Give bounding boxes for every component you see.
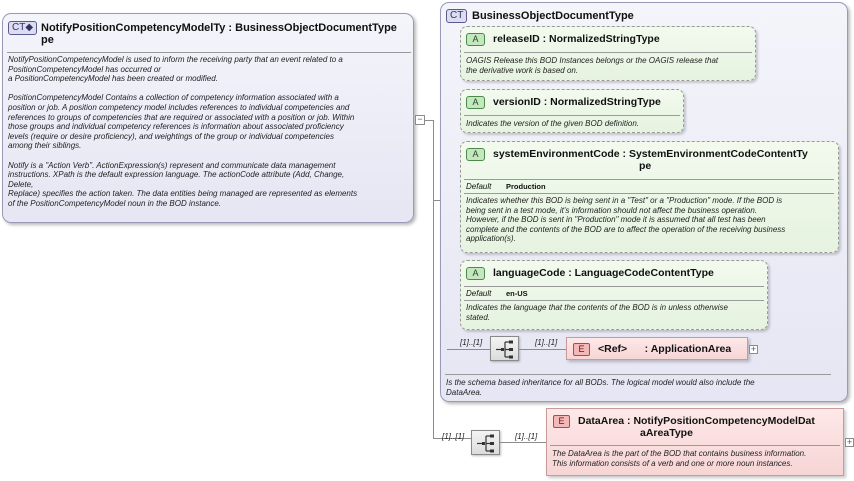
root-documentation: NotifyPositionCompetencyModel is used to inform the receiving party that an event related to a PositionCompetencyModel has occurred or a PositionCompetencyModel has been created or modified. PositionCompetencyModel Contains a collection of competency information associated with a position or job. A position competency model includes references to individual competencies and references to groups of competencies that are required or associated with a position or job. Within those groups and individual competency references is information about associated proficiency levels (require or desire proficiency), and weightings of the group or individual competencies among their siblings. Notify is a "Action Verb". ActionExpression(s) represent and communicate data management instructions. XPath is the default expression language. The actionCode attribute (Add, Change, Delete, Replace) specifies the action taken. The data entities being managed are represented as elements of the PositionCompetencyModel noun in the BOD instance.: [8, 55, 358, 208]
element-multiplicity: [1]..[1]: [515, 432, 538, 441]
element-multiplicity: [1]..[1]: [535, 338, 558, 347]
element-name: DataArea : NotifyPositionCompetencyModelDat aAreaType: [578, 415, 815, 439]
attribute-documentation: OAGIS Release this BOD Instances belongs or the OAGIS release that the derivative work is based on.: [466, 56, 719, 75]
attribute-separator: [464, 286, 764, 287]
sequence-compositor-root[interactable]: [471, 430, 500, 455]
default-separator: [464, 300, 764, 301]
root-type-title: [41, 22, 413, 46]
attribute-separator: [464, 52, 752, 53]
element-name: <Ref> : ApplicationArea: [598, 343, 732, 355]
attribute-separator: [464, 179, 834, 180]
attribute-name: releaseID : NormalizedStringType: [493, 33, 660, 45]
attribute-badge: A: [466, 267, 485, 280]
sequence-icon: [472, 431, 501, 456]
element-separator: [550, 445, 840, 446]
root-separator: [7, 52, 411, 53]
base-sequence-connector: [447, 349, 490, 350]
element-application-area[interactable]: [566, 337, 748, 360]
root-branch-line: [433, 120, 434, 438]
sequence-icon: [491, 337, 520, 362]
base-type-title: BusinessObjectDocumentType: [472, 10, 634, 22]
attribute-documentation: Indicates whether this BOD is being sent in a "Test" or a "Production" mode. If the BOD is being sent in a test mode, it's information should not affect the business operation. However, if the BOD is sent in "Production" mode it is assumed that all test has been complete and the contents of the BOD are to affect the operation of the receiving business application(s).: [466, 196, 786, 244]
attribute-badge: A: [466, 148, 485, 161]
complex-type-badge: CT: [446, 9, 467, 23]
default-value: en-US: [506, 289, 528, 298]
root-type-title-line1: NotifyPositionCompetencyModelTy : BusinessObjectDocumentType: [41, 22, 397, 34]
attribute-documentation: Indicates the language that the contents of the BOD is in unless otherwise stated.: [466, 303, 728, 322]
attribute-systemEnvironmentCode[interactable]: [460, 141, 839, 253]
root-complex-type-box[interactable]: [2, 13, 414, 223]
attribute-versionID[interactable]: [460, 89, 684, 133]
element-badge: E: [573, 343, 590, 356]
base-documentation: Is the schema based inheritance for all BODs. The logical model would also include the DataArea.: [446, 378, 755, 397]
attribute-documentation: Indicates the version of the given BOD definition.: [466, 119, 639, 128]
default-label: Default: [466, 182, 492, 191]
sequence-compositor-base[interactable]: [490, 336, 519, 361]
attribute-separator: [464, 115, 680, 116]
root-expand-toggle[interactable]: −: [415, 115, 425, 125]
attribute-name: systemEnvironmentCode : SystemEnvironmentCodeContentTy pe: [493, 148, 808, 172]
complex-type-badge: CT◆: [8, 21, 37, 35]
attribute-badge: A: [466, 33, 485, 46]
data-area-expand-toggle[interactable]: +: [846, 437, 853, 447]
attribute-releaseID[interactable]: [460, 26, 756, 81]
application-area-expand-toggle[interactable]: +: [750, 344, 757, 354]
base-separator: [445, 374, 831, 375]
application-area-connector: [519, 349, 566, 350]
default-value: Production: [506, 182, 546, 191]
attribute-name: versionID : NormalizedStringType: [493, 96, 661, 108]
default-label: Default: [466, 289, 492, 298]
root-connector: [425, 120, 433, 121]
data-area-connector: [500, 442, 546, 443]
attribute-languageCode[interactable]: [460, 260, 768, 330]
element-documentation: The DataArea is the part of the BOD that contains business information. This information consists of a verb and one or more noun instances.: [552, 449, 807, 468]
root-type-title-line2: pe: [41, 34, 54, 46]
sequence-multiplicity: [1]..[1]: [460, 338, 483, 347]
attribute-badge: A: [466, 96, 485, 109]
sequence-multiplicity: [1]..[1]: [442, 432, 465, 441]
element-badge: E: [553, 415, 570, 428]
default-separator: [464, 193, 834, 194]
attribute-name: languageCode : LanguageCodeContentType: [493, 267, 714, 279]
element-data-area[interactable]: [546, 408, 844, 476]
